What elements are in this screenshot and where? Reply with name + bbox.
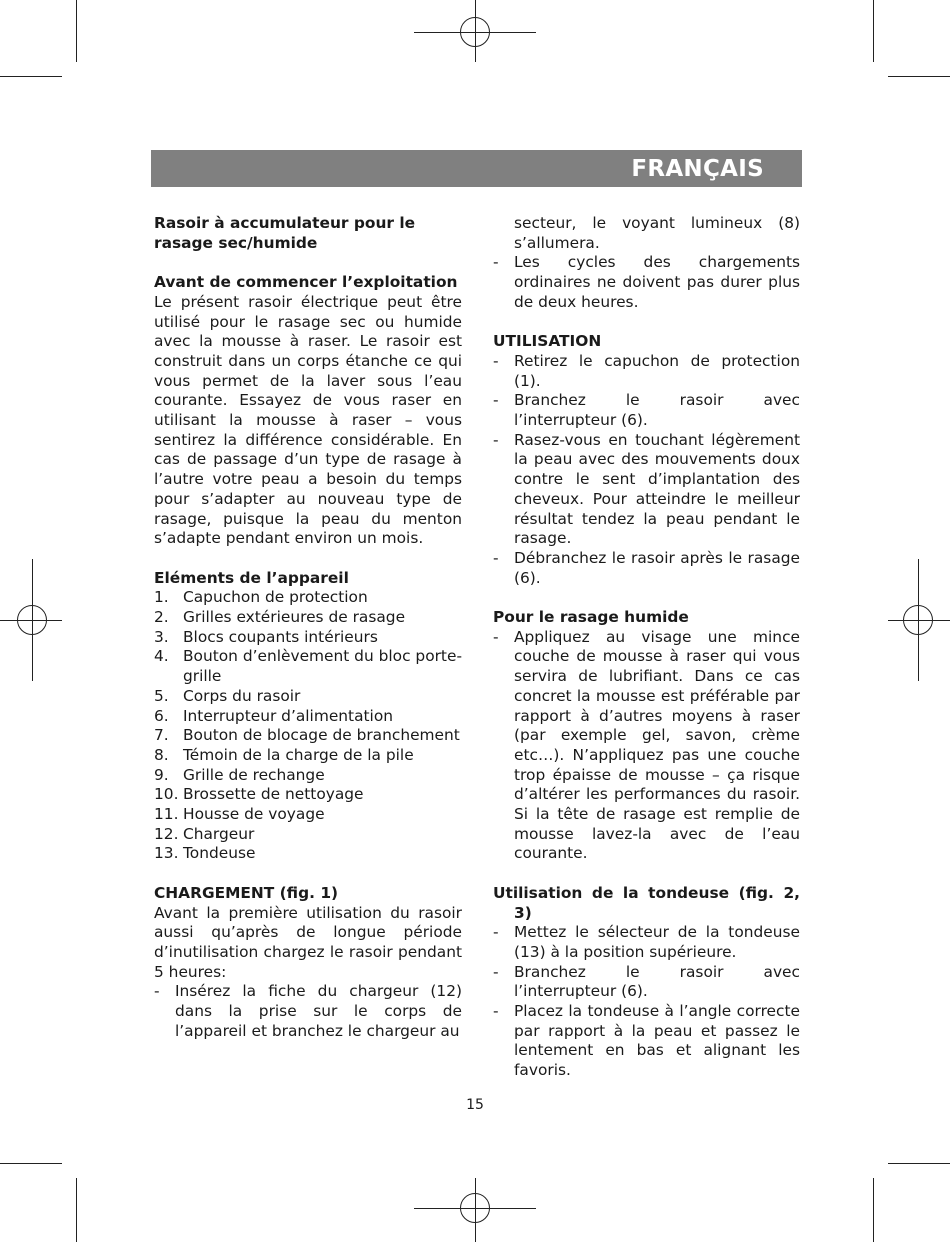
language-label: FRANÇAIS [631, 156, 764, 182]
registration-mark-circle [460, 1193, 490, 1223]
left-column [154, 214, 462, 1041]
component-item: 10. Brossette de nettoyage [154, 785, 364, 804]
component-item: 1. Capuchon de protection [154, 588, 368, 607]
component-item: 3. Blocs coupants intérieurs [154, 627, 378, 646]
section-heading-usage: UTILISATION [493, 332, 602, 351]
right-column [493, 214, 800, 1081]
section-heading-wet-shaving: Pour le rasage humide [493, 608, 689, 627]
section-heading-charging: CHARGEMENT (fig. 1) [154, 883, 339, 902]
charging-step-continued: secteur, le voyant lumineux (8) s’allumera. [514, 214, 800, 252]
component-item: 4. Bouton d’enlèvement du bloc porte-grille [154, 647, 462, 686]
component-item: 7. Bouton de blocage de branchement [154, 726, 460, 745]
trimmer-step: - Branchez le rasoir avec l’interrupteur (6). [493, 962, 800, 1001]
page-number: 15 [466, 1097, 484, 1113]
wet-shaving-step: - Appliquez au visage une mince couche de mousse à raser qui vous servira de lubrifiant. Dans ce cas concret la mousse est préférable par rapport à d’autres moyens à raser (par exemple gel, savon, crème etc…). N’appliquez pas une couche trop épaisse de mousse – ça risque d’altérer les performances du rasoir. Si la tête de rasage est remplie de mousse lavez-la avec de l’eau courante. [493, 627, 800, 863]
component-item: 8. Témoin de la charge de la pile [154, 745, 414, 764]
usage-step: - Branchez le rasoir avec l’interrupteur (6). [493, 391, 800, 430]
document-title: Rasoir à accumulateur pour le rasage sec/humide [154, 214, 416, 252]
component-item: 6. Interrupteur d’alimentation [154, 706, 393, 725]
trimmer-step: - Mettez le sélecteur de la tondeuse (13) à la position supérieure. [493, 923, 800, 961]
usage-step: - Rasez-vous en touchant légèrement la peau avec des mouvements doux contre le sent d’implantation des cheveux. Pour atteindre le meilleur résultat tendez la peau pendant le rasage. [493, 430, 800, 548]
section-heading-before-use: Avant de commencer l’exploitation [154, 273, 458, 292]
charging-step: - Insérez la fiche du chargeur (12) dans la prise sur le corps de l’appareil et branchez le chargeur au [154, 982, 462, 1040]
charging-paragraph: Avant la première utilisation du rasoir aussi qu’après de longue période d’inutilisation chargez le rasoir pendant 5 heures: [154, 903, 462, 981]
crop-mark [873, 0, 874, 62]
component-item: 11. Housse de voyage [154, 805, 325, 824]
component-item: 2. Grilles extérieures de rasage [154, 608, 406, 627]
usage-step: - Débranchez le rasoir après le rasage (6). [493, 548, 800, 587]
usage-step: - Retirez le capuchon de protection (1). [493, 351, 800, 390]
component-item: 9. Grille de rechange [154, 765, 325, 784]
section-heading-components: Eléments de l’appareil [154, 568, 349, 587]
section-heading-trimmer: Utilisation de la tondeuse (fig. 2, 3) [493, 883, 800, 922]
crop-mark [76, 0, 77, 62]
language-banner [151, 150, 802, 187]
before-use-paragraph: Le présent rasoir électrique peut être utilisé pour le rasage sec ou humide avec la mousse à raser. Le rasoir est construit dans un corps étanche ce qui vous permet de la laver sous l’eau courante. Essayez de vous raser en utilisant la mousse à raser – vous sentirez la différence considérable. En cas de passage d’un type de rasage à l’autre votre peau a besoin du temps pour s’adapter au nouveau type de rasage, puisque la peau du menton s’adapte pendant environ un mois. [154, 292, 462, 548]
crop-mark [888, 1163, 950, 1164]
crop-mark [76, 1178, 77, 1242]
component-item: 13. Tondeuse [154, 844, 256, 863]
component-item: 5. Corps du rasoir [154, 686, 301, 705]
trimmer-step: - Placez la tondeuse à l’angle correcte par rapport à la peau et passez le lentement en bas et alignant les favoris. [493, 1002, 800, 1080]
component-item: 12. Chargeur [154, 824, 255, 843]
charging-step: - Les cycles des chargements ordinaires ne doivent pas durer plus de deux heures. [493, 253, 800, 311]
crop-mark [0, 76, 62, 77]
crop-mark [0, 1163, 62, 1164]
crop-mark [873, 1178, 874, 1242]
registration-mark-circle [460, 17, 490, 47]
registration-mark-circle [903, 605, 933, 635]
registration-mark-circle [17, 605, 47, 635]
crop-mark [888, 76, 950, 77]
